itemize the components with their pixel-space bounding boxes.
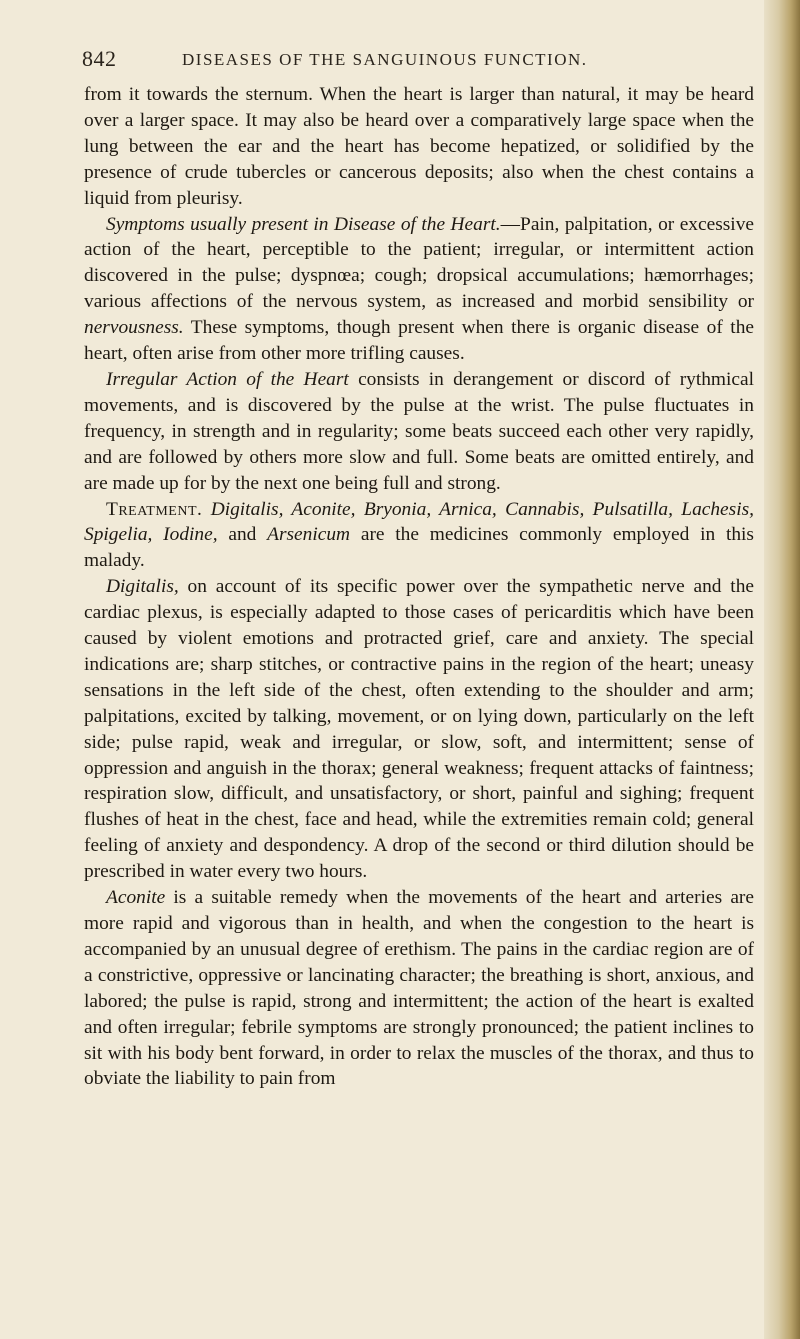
remedy-list: Digitalis, Aconite, Bryonia, Arnica, Cannabis, Pulsatilla, Lachesis, Spigelia, Iodine,	[84, 498, 754, 546]
paragraph-symptoms	[84, 212, 754, 367]
emphasized-term: nervousness.	[84, 317, 184, 339]
page-header	[82, 46, 742, 76]
page-body	[84, 82, 754, 1092]
book-spine-edge	[764, 0, 800, 1339]
remedy-heading-digitalis: Digitalis,	[106, 576, 179, 598]
paragraph-irregular-action	[84, 367, 754, 497]
paragraph-text: from it towards the sternum. When the heart is larger than natural, it may be heard over a larger space. It may also be heard over a comparatively large space when the lung between the ear and the heart has become hepatized, or solidified by the presence of crude tubercles or cancerous deposits; also when the chest contains a liquid from pleurisy.	[84, 84, 754, 209]
paragraph-text: consists in derangement or discord of rythmical movements, and is discovered by the pulse at the wrist. The pulse fluctuates in frequency, in strength and in regularity; some beats succeed each other very rapidly, and are followed by others more slow and full. Some beats are omitted entirely, and are made up for by the next one being full and strong.	[84, 368, 755, 494]
paragraph-aconite	[84, 885, 754, 1092]
section-label-treatment: Treatment.	[106, 498, 203, 520]
running-title: DISEASES OF THE SANGUINOUS FUNCTION.	[182, 50, 588, 69]
section-heading-symptoms: Symptoms usually present in Disease of the Heart.	[106, 213, 501, 235]
paragraph-digitalis	[84, 574, 754, 885]
paragraph-text: on account of its specific power over the sympathetic nerve and the cardiac plexus, is especially adapted to those cases of pericarditis which have been caused by violent emotions and protracted grief, care and anxiety. The special indications are; sharp stitches, or contractive pains in the region of the heart; uneasy sensations in the left side of the chest, often extending to the shoulder and arm; palpitations, excited by talking, movement, or on lying down, particularly on the left side; pulse rapid, weak and irregular, or slow, soft, and intermittent; sense of oppression and anguish in the thorax; general weakness; frequent attacks of faintness; respiration slow, difficult, and unsatisfactory, or short, painful and sighing; frequent flushes of heat in the chest, face and head, while the extremities remain cold; general feeling of anxiety and despondency. A drop of the second or third dilution should be prescribed in water every two hours.	[84, 576, 754, 883]
paragraph-treatment	[84, 497, 754, 575]
section-heading-irregular-action: Irregular Action of the Heart	[106, 368, 349, 390]
paragraph-heart-sounds	[84, 82, 754, 212]
page-number: 842	[82, 46, 117, 71]
paragraph-text: are the medicines commonly employed in this malady.	[84, 524, 754, 572]
paragraph-text: These symptoms, though present when there is organic disease of the heart, often arise from other more trifling causes.	[84, 317, 754, 365]
remedy-name: Arsenicum	[267, 524, 351, 546]
paragraph-text: is a suitable remedy when the movements of the heart and arteries are more rapid and vigorous than in health, and when the congestion to the heart is accompanied by an unusual degree of erethism. The pains in the cardiac region are of a constrictive, oppressive or lancinating character; the breathing is short, anxious, and labored; the pulse is rapid, strong and intermittent; the action of the heart is exalted and often irregular; febrile symptoms are strongly pronounced; the patient inclines to sit with his body bent forward, in order to relax the muscles of the thorax, and thus to obviate the liability to pain from	[84, 887, 754, 1090]
remedy-heading-aconite: Aconite	[106, 887, 166, 909]
conjunction: and	[217, 524, 268, 546]
paragraph-text: —Pain, palpitation, or excessive action of the heart, perceptible to the patient; irregular, or intermittent action discovered in the pulse; dyspnœa; cough; dropsical accumulations; hæmorrhages; various affections of the nervous system, as increased and morbid sensibility or	[84, 213, 754, 313]
